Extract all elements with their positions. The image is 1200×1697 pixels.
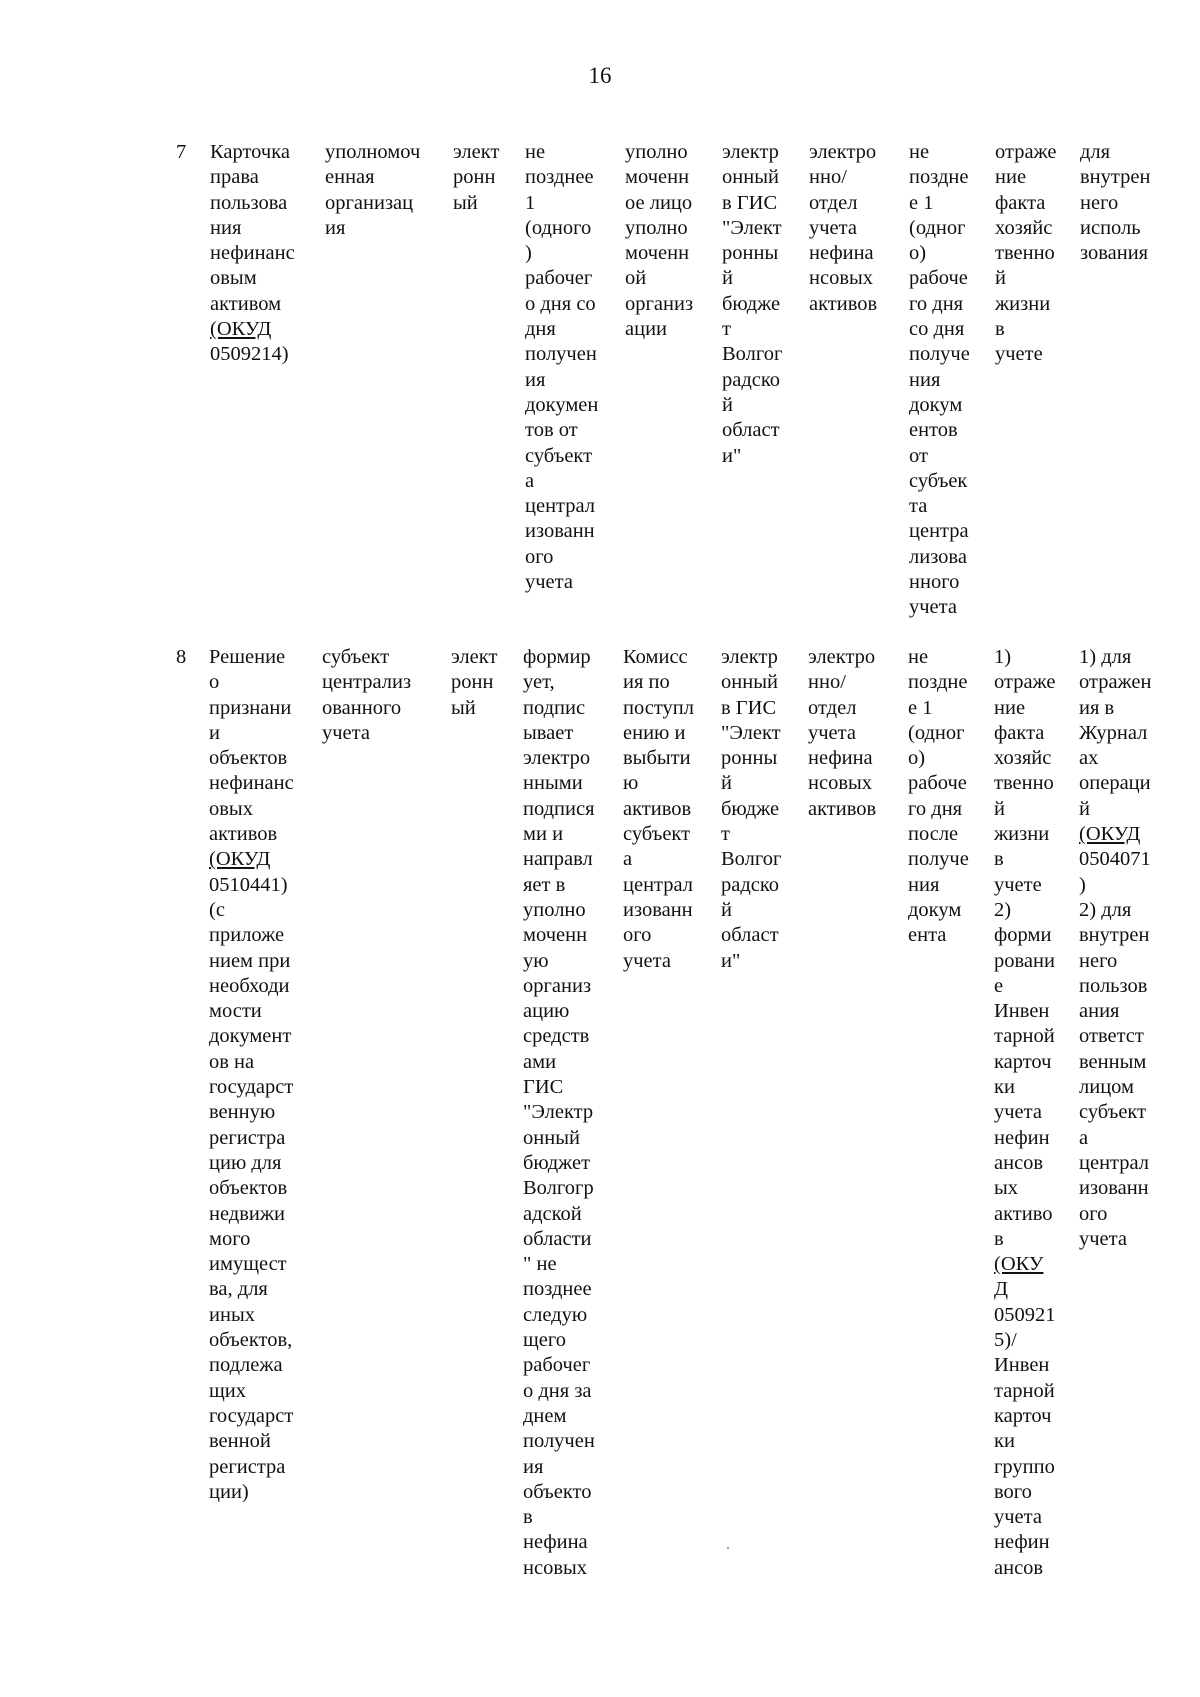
usage-cell: для внутрен него исполь зования [1080, 141, 1151, 265]
format-cell: элект ронн ый [451, 646, 498, 719]
creator-cell: субъект централиз ованного учета [322, 646, 412, 744]
purpose-cell: отраже ние факта хозяйс твенно й жизни в учете [995, 141, 1057, 366]
recipient-cell: электро нно/ отдел учета нефина нсовых активов [808, 646, 877, 820]
deadline-cell: не позднее 1 (одного ) рабочег о дня со дня получен ия докумен тов от субъект а централ изованн ого учета [525, 141, 599, 594]
receipt-deadline-cell: не поздне е 1 (одног о) рабоче го дня после получе ния докум ента [908, 646, 969, 947]
document-name-cell: Решение о признани и объектов нефинанс овых активов (ОКУД 0510441) (с приложе нием при необходи мости документ ов на государст венную регистра цию для объектов недвижи мого имущест ва, для иных объектов, подлежа щих государст венной регистра ции) [209, 646, 294, 1503]
creator-cell: уполномоч енная организац ия [325, 141, 421, 239]
storage-cell: электр онный в ГИС "Элект ронны й бюдже т Волгог радско й област и" [721, 646, 782, 972]
page-number: 16 [588, 63, 612, 88]
row-number: 7 [176, 141, 187, 163]
signer-cell: Комисс ия по поступл ению и выбыти ю активов субъект а централ изованн ого учета [623, 646, 694, 972]
usage-cell: 1) для отражен ия в Журнал ах операци й (ОКУД 0504071 ) 2) для внутрен него пользов ания ответст венным лицом субъект а централ изованн ого учета [1079, 646, 1152, 1250]
purpose-cell: 1) отраже ние факта хозяйс твенно й жизни в учете 2) форми ровани е Инвен тарной карточ ки учета нефин ансов ых активо в (ОКУ Д 050921 5)/ Инвен тарной карточ ки группо вого учета нефин ансов [994, 646, 1056, 1579]
signer-cell: уполно моченн ое лицо уполно моченн ой организ ации [625, 141, 694, 341]
deadline-cell: формир ует, подпис ывает электро нными подпися ми и направл яет в уполно моченн ую организ ацию средств ами ГИС "Электр онный бюджет Волгогр адской области " не позднее следую щего рабочег о дня за днем получен ия объекто в нефина нсовых [523, 646, 595, 1579]
receipt-deadline-cell: не поздне е 1 (одног о) рабоче го дня со дня получе ния докум ентов от субъек та центра лизова нного учета [909, 141, 970, 619]
recipient-cell: электро нно/ отдел учета нефина нсовых активов [809, 141, 878, 315]
row-number: 8 [176, 646, 187, 668]
scan-speck [727, 1547, 729, 1549]
format-cell: элект ронн ый [453, 141, 500, 214]
document-name-cell: Карточка права пользова ния нефинанс овым активом (ОКУД 0509214) [210, 141, 295, 366]
storage-cell: электр онный в ГИС "Элект ронны й бюдже т Волгог радско й област и" [722, 141, 783, 467]
